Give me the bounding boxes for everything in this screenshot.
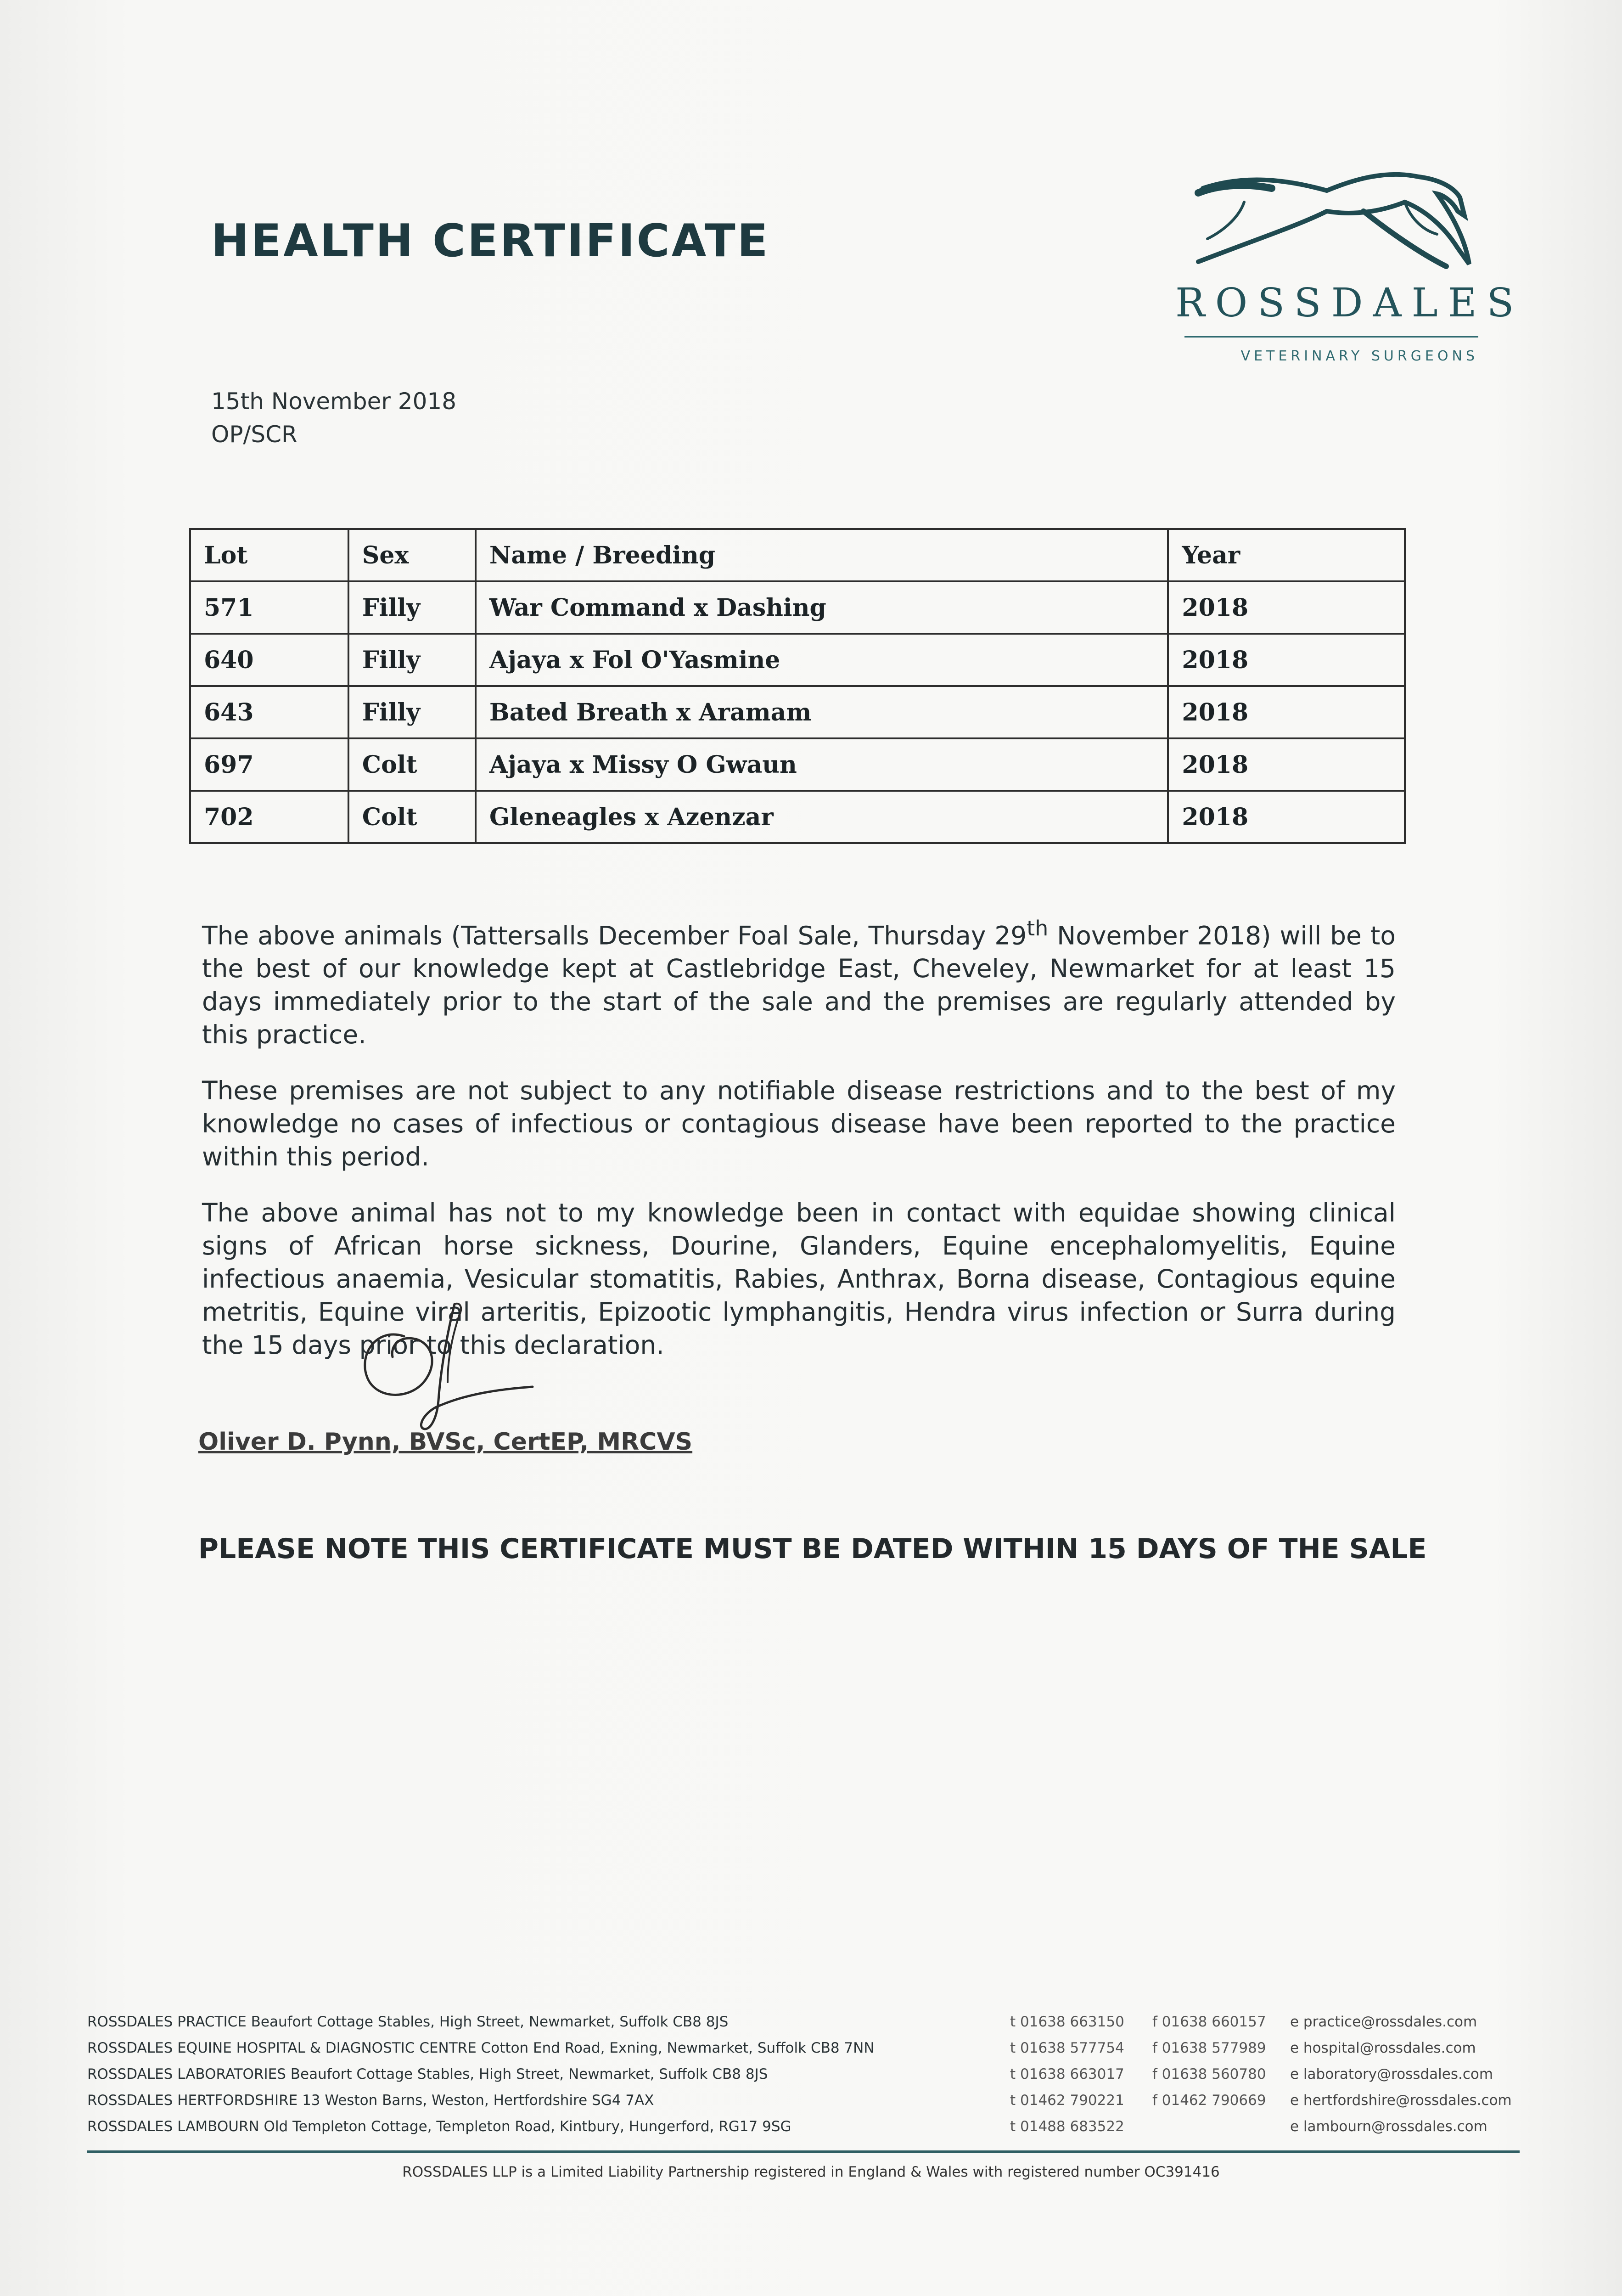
footer-address: ROSSDALES EQUINE HOSPITAL & DIAGNOSTIC CENTRE Cotton End Road, Exning, Newmarket, Suffolk CB8 7NN [87, 2040, 875, 2056]
cell-lot: 571 [190, 581, 348, 634]
cell-name: Ajaya x Fol O'Yasmine [476, 634, 1168, 686]
footer-telephone: t 01638 577754 [1010, 2040, 1124, 2056]
footer-telephone: t 01488 683522 [1010, 2118, 1124, 2135]
table-row [190, 686, 1405, 738]
cell-sex: Colt [348, 738, 476, 791]
footer-row [87, 2118, 1520, 2144]
table-row [190, 738, 1405, 791]
footer-telephone: t 01462 790221 [1010, 2092, 1124, 2109]
page-title: HEALTH CERTIFICATE [211, 215, 770, 267]
paragraph-text: November 2018) will be to the best of our knowledge kept at Castlebridge East, Cheveley, Newmarket for at least 15 days immediately prior to the start of the sale and the premises are regularly attended by this practice. [202, 921, 1396, 1050]
paragraph-text: The above animals (Tattersalls December Foal Sale, Thursday 29 [202, 921, 1027, 951]
document-date: 15th November 2018 [211, 388, 457, 415]
certificate-note: PLEASE NOTE THIS CERTIFICATE MUST BE DATED WITHIN 15 DAYS OF THE SALE [198, 1533, 1427, 1565]
cell-lot: 697 [190, 738, 348, 791]
paragraph-restrictions: These premises are not subject to any notifiable disease restrictions and to the best of my knowledge no cases of infectious or contagious disease have been reported to the practice within this period. [202, 1076, 1396, 1172]
footer-email: e laboratory@rossdales.com [1290, 2066, 1493, 2082]
lots-table [189, 528, 1406, 844]
footer-row [87, 2040, 1520, 2066]
signer-name: Oliver D. Pynn, BVSc, CertEP, MRCVS [198, 1428, 693, 1456]
header-lot: Lot [190, 529, 348, 581]
cell-name: War Command x Dashing [476, 581, 1168, 634]
cell-year: 2018 [1168, 634, 1405, 686]
footer-telephone: t 01638 663150 [1010, 2014, 1124, 2030]
cell-sex: Colt [348, 791, 476, 843]
table-row [190, 581, 1405, 634]
header-name: Name / Breeding [476, 529, 1168, 581]
footer-fax: f 01638 660157 [1152, 2014, 1266, 2030]
footer-address: ROSSDALES HERTFORDSHIRE 13 Weston Barns, Weston, Hertfordshire SG4 7AX [87, 2092, 654, 2109]
cell-name: Gleneagles x Azenzar [476, 791, 1168, 843]
rossdales-logo [1175, 165, 1524, 381]
horse-icon [1189, 165, 1474, 276]
logo-divider [1184, 336, 1478, 338]
cell-name: Ajaya x Missy O Gwaun [476, 738, 1168, 791]
cell-lot: 643 [190, 686, 348, 738]
footer-registration: ROSSDALES LLP is a Limited Liability Partnership registered in England & Wales with registered number OC391416 [402, 2164, 1220, 2180]
logo-name: ROSSDALES [1175, 280, 1524, 326]
footer-address: ROSSDALES LABORATORIES Beaufort Cottage Stables, High Street, Newmarket, Suffolk CB8 8JS [87, 2066, 768, 2082]
footer-row [87, 2092, 1520, 2118]
table-row [190, 634, 1405, 686]
footer-email: e hospital@rossdales.com [1290, 2040, 1476, 2056]
cell-year: 2018 [1168, 581, 1405, 634]
footer-email: e practice@rossdales.com [1290, 2014, 1477, 2030]
footer-email: e hertfordshire@rossdales.com [1290, 2092, 1512, 2109]
logo-subtitle: VETERINARY SURGEONS [1240, 348, 1478, 364]
footer-address: ROSSDALES PRACTICE Beaufort Cottage Stables, High Street, Newmarket, Suffolk CB8 8JS [87, 2014, 729, 2030]
handwritten-signature [349, 1295, 560, 1442]
cell-year: 2018 [1168, 791, 1405, 843]
footer-row [87, 2066, 1520, 2092]
header-year: Year [1168, 529, 1405, 581]
footer-row [87, 2014, 1520, 2040]
footer-divider [87, 2150, 1520, 2153]
document-meta [211, 385, 456, 451]
footer-fax: f 01462 790669 [1152, 2092, 1266, 2109]
footer-email: e lambourn@rossdales.com [1290, 2118, 1487, 2135]
cell-sex: Filly [348, 581, 476, 634]
cell-sex: Filly [348, 634, 476, 686]
table-row [190, 791, 1405, 843]
paragraph-disease-declaration: The above animal has not to my knowledge been in contact with equidae showing clinical signs of African horse sickness, Dourine, Glanders, Equine encephalomyelitis, Equine infectious anaemia, Vesicular stomatitis, Rabies, Anthrax, Borna disease, Contagious equine metritis, Equine viral arteritis, Epizootic lymphangitis, Hendra virus infection or Surra during the 15 days prior to this declaration. [202, 1198, 1396, 1360]
cell-lot: 702 [190, 791, 348, 843]
cell-sex: Filly [348, 686, 476, 738]
cell-name: Bated Breath x Aramam [476, 686, 1168, 738]
footer-fax: f 01638 577989 [1152, 2040, 1266, 2056]
table-header-row [190, 529, 1405, 581]
footer-address: ROSSDALES LAMBOURN Old Templeton Cottage, Templeton Road, Kintbury, Hungerford, RG17 9SG [87, 2118, 791, 2135]
header-sex: Sex [348, 529, 476, 581]
footer-telephone: t 01638 663017 [1010, 2066, 1124, 2082]
document-reference: OP/SCR [211, 421, 297, 448]
paragraph-sale-location [202, 912, 1396, 1051]
cell-year: 2018 [1168, 686, 1405, 738]
cell-lot: 640 [190, 634, 348, 686]
cell-year: 2018 [1168, 738, 1405, 791]
footer-fax: f 01638 560780 [1152, 2066, 1266, 2082]
ordinal-suffix: th [1027, 916, 1049, 940]
footer-contacts [87, 2014, 1520, 2144]
